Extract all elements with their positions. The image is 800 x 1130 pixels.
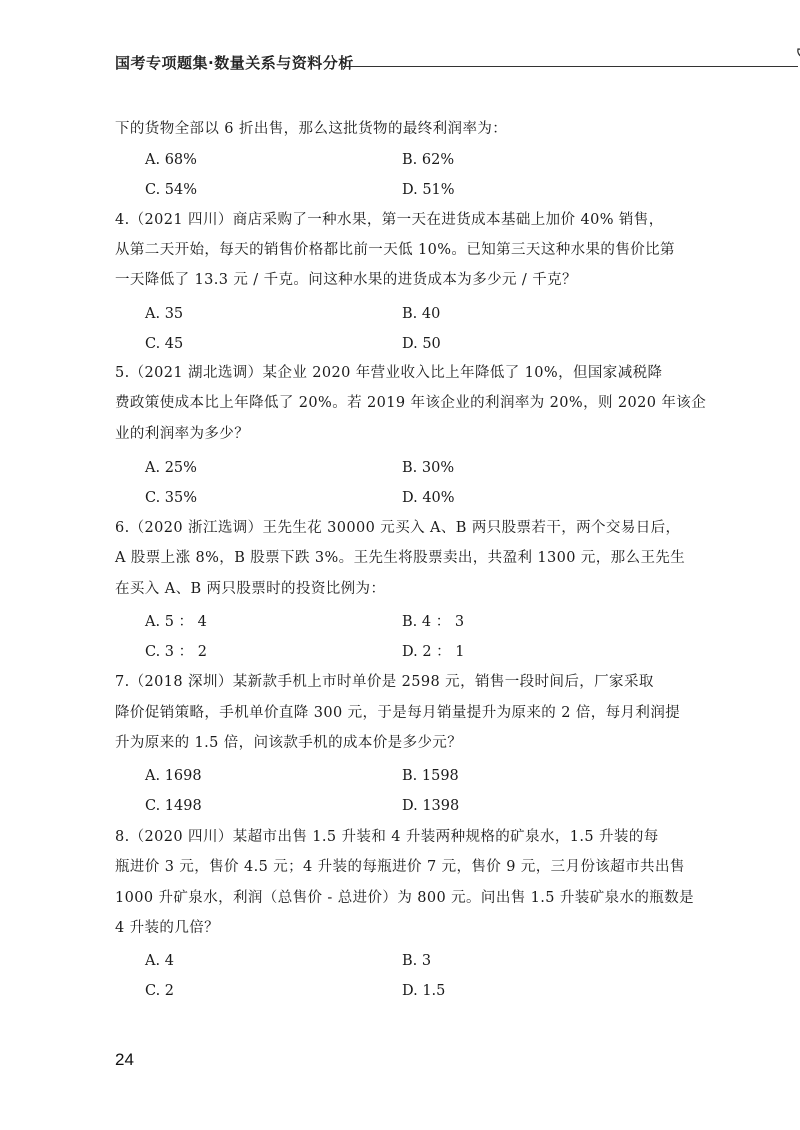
page-header [115,52,715,76]
option-d: D. 51% [402,182,455,198]
option-d: D. 1.5 [402,983,446,999]
option-c: C. 35% [145,490,198,506]
page-number: 24 [115,1050,134,1069]
option-a: A. 1698 [145,768,202,784]
text-line: 费政策使成本比上年降低了 20%。若 2019 年该企业的利润率为 20%，则 2020 年该企 [115,395,707,411]
text-line: 瓶进价 3 元，售价 4.5 元；4 升装的每瓶进价 7 元，售价 9 元，三月份该超市共出售 [115,859,685,875]
text-line: 4 升装的几倍？ [115,920,220,936]
text-line: 一天降低了 13.3 元 / 千克。问这种水果的进货成本为多少元 / 千克？ [115,272,577,288]
text-line: 从第二天开始，每天的销售价格都比前一天低 10%。已知第三天这种水果的售价比第 [115,242,675,258]
text-line: 6.（2020 浙江选调）王先生花 30000 元买入 A、B 两只股票若干，两个交易日后， [115,520,681,536]
option-b: B. 30% [402,460,455,476]
text-line: 下的货物全部以 6 折出售，那么这批货物的最终利润率为： [115,121,508,137]
option-b: B. 3 [402,953,432,969]
option-b: B. 4 ： 3 [402,614,465,630]
text-line: 在买入 A、B 两只股票时的投资比例为： [115,581,386,597]
text-line: 4.（2021 四川）商店采购了一种水果，第一天在进货成本基础上加价 40% 销售， [115,212,664,228]
header-title: 国考专项题集·数量关系与资料分析 [115,54,354,72]
option-c: C. 54% [145,182,198,198]
option-d: D. 50 [402,336,441,352]
text-line: 业的利润率为多少？ [115,426,250,442]
option-a: A. 25% [145,460,197,476]
option-c: C. 45 [145,336,184,352]
text-line: 升为原来的 1.5 倍，问该款手机的成本价是多少元？ [115,735,463,751]
text-line: 1000 升矿泉水，利润（总售价 - 总进价）为 800 元。问出售 1.5 升装矿泉水的瓶数是 [115,890,694,906]
option-d: D. 40% [402,490,455,506]
option-b: B. 40 [402,306,441,322]
option-c: C. 1498 [145,798,202,814]
text-line: 降价促销策略，手机单价直降 300 元，于是每月销量提升为原来的 2 倍，每月利润提 [115,705,681,721]
text-line: 8.（2020 四川）某超市出售 1.5 升装和 4 升装两种规格的矿泉水，1.5 升装的每 [115,829,659,845]
option-b: B. 1598 [402,768,459,784]
option-c: C. 3 ： 2 [145,644,207,660]
header-rule [343,66,798,67]
text-line: 5.（2021 湖北选调）某企业 2020 年营业收入比上年降低了 10%，但国家减税降 [115,365,663,381]
text-line: 7.（2018 深圳）某新款手机上市时单价是 2598 元，销售一段时间后，厂家采取 [115,674,654,690]
option-d: D. 2 ： 1 [402,644,465,660]
option-b: B. 62% [402,152,455,168]
option-a: A. 5 ： 4 [145,614,207,630]
option-c: C. 2 [145,983,175,999]
option-a: A. 4 [145,953,174,969]
option-a: A. 68% [145,152,197,168]
option-a: A. 35 [145,306,184,322]
sprout-icon [795,46,800,74]
text-line: A 股票上涨 8%，B 股票下跌 3%。王先生将股票卖出，共盈利 1300 元，那么王先生 [115,550,686,566]
option-d: D. 1398 [402,798,460,814]
